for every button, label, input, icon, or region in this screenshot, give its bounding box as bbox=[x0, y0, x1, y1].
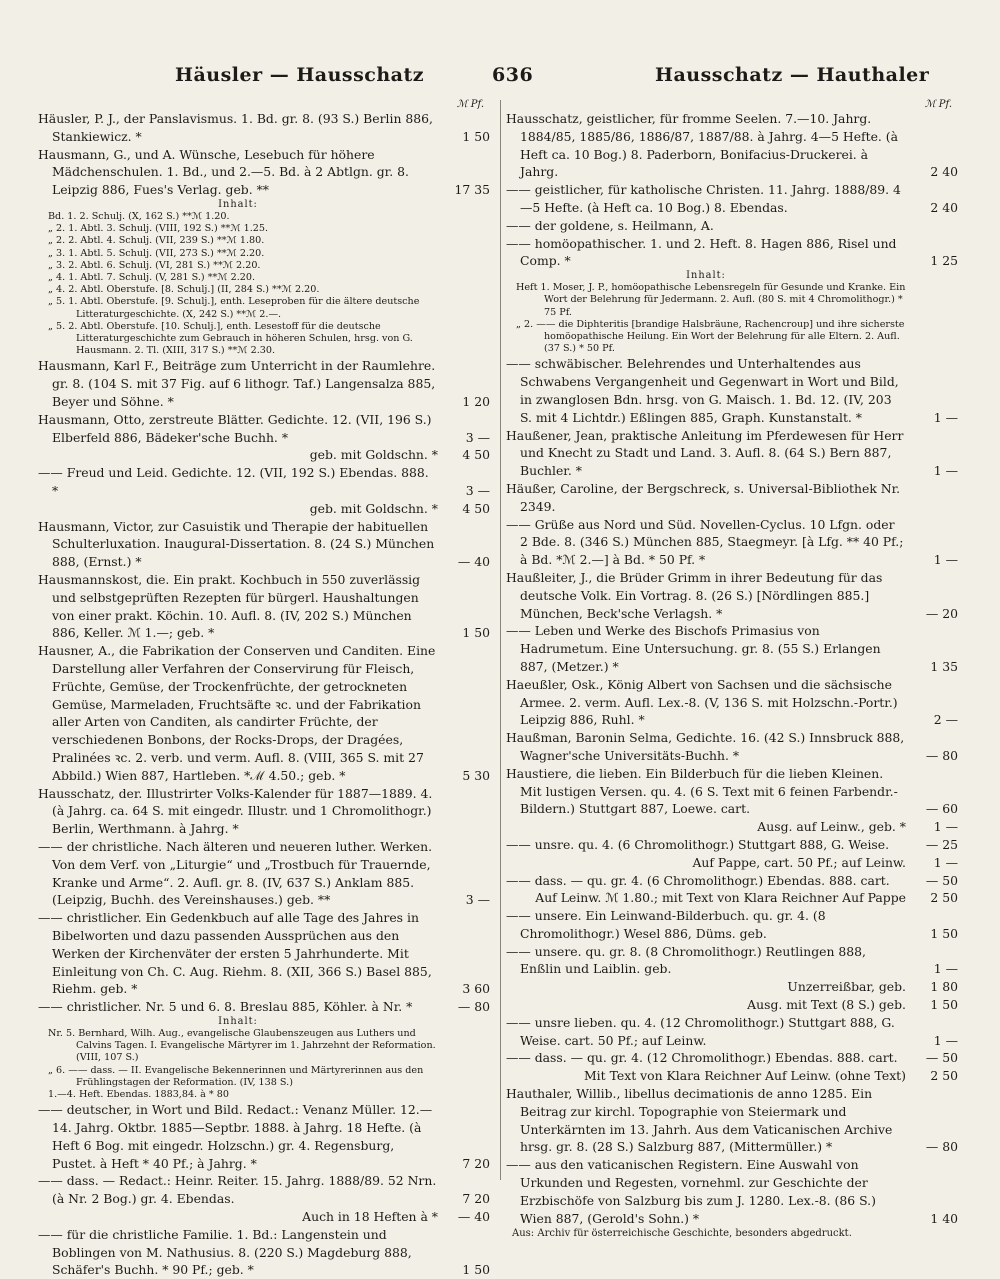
contents-heading: Inhalt: bbox=[218, 1015, 258, 1027]
entry-price: — 80 bbox=[457, 999, 490, 1015]
entry-price: — 20 bbox=[925, 605, 958, 621]
entry-text: Haußman, Baronin Selma, Gedichte. 16. (42 S.) Innsbruck 888, Wagner'sche Universitäts-Buchh. * bbox=[506, 730, 905, 763]
entry-text: Häusler, P. J., der Panslavismus. 1. Bd. gr. 8. (93 S.) Berlin 886, Stankiewicz. * bbox=[38, 111, 433, 144]
edition-variant bbox=[506, 889, 958, 907]
contents-line: „ 2. —— die Diphteritis [brandige Halsbräune, Rachencroup] und ihre sicherste homöopathische Heilung. Ein Wort der Belehrung für alle Eltern. 2. Aufl. (37 S.) * 50 Pf. bbox=[516, 318, 905, 355]
catalog-entry bbox=[506, 1014, 958, 1050]
entry-text: Haeußler, Osk., König Albert von Sachsen und die sächsische Armee. 2. verm. Aufl. Lex.-8. (V, 136 S. mit Holzschn.-Portr.) Leipzig 886, Ruhl. * bbox=[506, 676, 898, 728]
entry-price: — 60 bbox=[925, 801, 958, 817]
catalog-entry bbox=[38, 571, 490, 642]
entry-price: 2 50 bbox=[930, 1068, 958, 1084]
entry-text: —— unsere. Ein Leinwand-Bilderbuch. qu. gr. 4. (8 Chromolithogr.) Wesel 886, Düms. geb. bbox=[506, 908, 826, 941]
entry-price: 1 — bbox=[933, 463, 958, 479]
catalog-entry bbox=[38, 909, 490, 998]
catalog-entry bbox=[506, 235, 958, 271]
entry-text: —— der goldene, s. Heilmann, A. bbox=[506, 217, 714, 233]
catalog-entry bbox=[506, 765, 958, 818]
entry-text: Hauthaler, Willib., libellus decimationis de anno 1285. Ein Beitrag zur kirchl. Topographie von Steiermark und Unterkärnten im 13. Jahrh. Aus dem Vaticanischen Archive hrsg. gr. 8. (28 S.) Salzburg 887, (Mittermüller.) * bbox=[506, 1086, 893, 1155]
entry-text: Haustiere, die lieben. Ein Bilderbuch für die lieben Kleinen. Mit lustigen Versen. qu. 4. (6 S. Text mit 6 feinen Farbendr.-Bildern.) Stuttgart 887, Loewe. cart. bbox=[506, 765, 898, 817]
contents-line: „ 6. —— dass. — II. Evangelische Bekennerinnen und Märtyrerinnen aus den Frühlingstagen der Reformation. (IV, 138 S.) bbox=[48, 1064, 424, 1088]
entry-price: 5 30 bbox=[462, 767, 490, 783]
catalog-entry bbox=[506, 676, 958, 729]
entry-price: — 25 bbox=[925, 836, 958, 852]
left-column bbox=[38, 99, 490, 1278]
entry-text: Haußener, Jean, praktische Anleitung im Pferdewesen für Herr und Knecht zu Stadt und Land. 3. Aufl. 8. (64 S.) Bern 887, Buchler. * bbox=[506, 427, 904, 479]
edition-variant bbox=[506, 818, 958, 836]
edition-variant bbox=[506, 978, 958, 996]
edition-variant bbox=[38, 446, 490, 464]
catalog-entry bbox=[38, 1172, 490, 1208]
entry-text: —— unsre. qu. 4. (6 Chromolithogr.) Stuttgart 888, G. Weise. bbox=[506, 836, 890, 852]
catalog-entry bbox=[38, 1101, 490, 1172]
entry-price: — 40 bbox=[457, 1208, 490, 1224]
right-column bbox=[506, 100, 958, 1260]
entry-text: —— deutscher, in Wort und Bild. Redact.: Venanz Müller. 12.—14. Jahrg. Oktbr. 1885—Septbr. 1888. à Jahrg. 18 Hefte. (à Heft 6 Bog. mit eingedr. Holzschn.) gr. 4. Regensburg, Pustet. à Heft * 40 Pf.; à Jahrg. * bbox=[38, 1102, 433, 1171]
column-divider bbox=[500, 100, 501, 1180]
currency-label: ℳ Pf. bbox=[924, 99, 952, 110]
catalog-entry bbox=[506, 516, 958, 569]
catalog-entry bbox=[506, 1156, 958, 1227]
entry-text: —— dass. — qu. gr. 4. (6 Chromolithogr.) Ebendas. 888. cart. bbox=[506, 872, 890, 888]
entry-price: 2 — bbox=[933, 712, 958, 728]
entry-price: 1 80 bbox=[930, 979, 958, 995]
entry-price: — 50 bbox=[925, 872, 958, 888]
header-right-catchwords: Hausschatz — Hauthaler bbox=[655, 64, 930, 86]
header-left-catchwords: Häusler — Hausschatz bbox=[175, 64, 425, 86]
catalog-entry bbox=[506, 907, 958, 943]
entry-text: —— geistlicher, für katholische Christen. 11. Jahrg. 1888/89. 4—5 Hefte. (à Heft ca. 10 Bog.) 8. Ebendas. bbox=[506, 182, 901, 215]
catalog-entry bbox=[38, 146, 490, 199]
catalog-entry bbox=[38, 464, 490, 500]
entry-text: —— Leben und Werke des Bischofs Primasius von Hadrumetum. Eine Untersuchung. gr. 8. (55 S.) Erlangen 887, (Metzer.) * bbox=[506, 623, 881, 674]
entry-price: 1 — bbox=[933, 854, 958, 870]
entry-text: Hausschatz, geistlicher, für fromme Seelen. 7.—10. Jahrg. 1884/85, 1885/86, 1886/87, 1887/88. à Jahrg. 4—5 Hefte. (à Heft ca. 10 Bog.) 8. Paderborn, Bonifacius-Druckerei. à Jahrg. bbox=[506, 111, 899, 180]
entry-text: —— christlicher. Nr. 5 und 6. 8. Breslau 885, Köhler. à Nr. * bbox=[38, 999, 413, 1015]
entry-text: Auf Leinw. ℳ 1.80.; mit Text von Klara Reichner Auf Pappe bbox=[535, 890, 906, 906]
entry-text: Hausschatz, der. Illustrirter Volks-Kalender für 1887—1889. 4. (à Jahrg. ca. 64 S. mit eingedr. Illustr. und 1 Chromolithogr.) Berlin, Werthmann. à Jahrg. * bbox=[38, 785, 433, 837]
entry-price: 7 20 bbox=[462, 1155, 490, 1171]
entry-text: geb. mit Goldschn. * bbox=[309, 500, 438, 516]
edition-variant bbox=[38, 1208, 490, 1226]
entry-text: Hausmann, Karl F., Beiträge zum Unterricht in der Raumlehre. gr. 8. (104 S. mit 37 Fig. auf 6 lithogr. Taf.) Langensalza 885, Beyer und Söhne. * bbox=[38, 358, 436, 410]
contents-line: „ 4. 2. Abtl. Oberstufe. [8. Schulj.] (II, 284 S.) **ℳ 2.20. bbox=[48, 284, 320, 296]
entry-price: 1 — bbox=[933, 961, 958, 977]
edition-variant bbox=[506, 854, 958, 872]
footnote: Aus: Archiv für österreichische Geschichte, besonders abgedruckt. bbox=[512, 1228, 852, 1240]
entry-price: 3 — bbox=[465, 483, 490, 498]
entry-text: geb. mit Goldschn. * bbox=[309, 447, 438, 463]
entry-price: 1 20 bbox=[462, 394, 490, 410]
entry-price: — 50 bbox=[925, 1050, 958, 1066]
entry-price: 1 50 bbox=[930, 925, 958, 941]
entry-text: —— Freud und Leid. Gedichte. 12. (VII, 192 S.) Ebendas. 888. * bbox=[38, 465, 429, 498]
entry-price: 1 50 bbox=[462, 1262, 490, 1278]
entry-text: Ausg. mit Text (8 S.) geb. bbox=[747, 997, 906, 1013]
entry-price: 3 60 bbox=[462, 981, 490, 997]
catalog-entry bbox=[506, 1085, 958, 1156]
entry-text: —— für die christliche Familie. 1. Bd.: Langenstein und Boblingen von M. Nathusius. 8. (220 S.) Magdeburg 888, Schäfer's Buchh. * 90 Pf.; geb. * bbox=[38, 1226, 412, 1278]
entry-price: 3 — bbox=[465, 429, 490, 445]
contents-line: „ 2. 2. Abtl. 4. Schulj. (VII, 239 S.) **ℳ 1.80. bbox=[48, 235, 265, 247]
entry-text: —— homöopathischer. 1. und 2. Heft. 8. Hagen 886, Risel und Comp. * bbox=[506, 235, 897, 269]
catalog-entry bbox=[38, 357, 490, 410]
catalog-entry bbox=[506, 569, 958, 622]
contents-line: „ 5. 1. Abtl. Oberstufe. [9. Schulj.], enth. Leseproben für die ältere deutsche Litteraturgeschichte. (X, 242 S.) **ℳ 2.—. bbox=[48, 296, 420, 320]
entry-text: Mit Text von Klara Reichner Auf Leinw. (ohne Text) bbox=[584, 1068, 906, 1084]
edition-variant bbox=[38, 500, 490, 518]
entry-text: —— schwäbischer. Belehrendes und Unterhaltendes aus Schwabens Vergangenheit und Gegenwart in Wort und Bild, in zwanglosen Bdn. hrsg. von G. Maisch. 1. Bd. 12. (IV, 203 S. mit 4 Lichtdr.) Eßlingen 885, Graph. Kunstanstalt. * bbox=[506, 356, 899, 425]
entry-text: Hausmannskost, die. Ein prakt. Kochbuch in 550 zuverlässig und selbstgeprüften Rezepten für bürgerl. Haushaltungen von einer prakt. Köchin. 10. Aufl. 8. (IV, 202 S.) München 886, Keller. ℳ 1.—; geb. * bbox=[38, 571, 421, 641]
entry-text: —— unsre lieben. qu. 4. (12 Chromolithogr.) Stuttgart 888, G. Weise. cart. 50 Pf.; auf Leinw. bbox=[506, 1014, 895, 1048]
entry-text: —— christlicher. Ein Gedenkbuch auf alle Tage des Jahres in Bibelworten und dazu passenden Aussprüchen aus den Werken der Kirchenväter der ersten 5 Jahrhunderte. Mit Einleitung von Ch. C. Aug. Riehm. 8. (XII, 366 S.) Basel 885, Riehm. geb. * bbox=[38, 910, 432, 997]
catalog-entry bbox=[506, 872, 958, 890]
entry-price: — 80 bbox=[925, 1139, 958, 1155]
catalog-entry bbox=[38, 785, 490, 838]
entry-price: 17 35 bbox=[454, 182, 490, 198]
entry-text: —— aus den vaticanischen Registern. Eine Auswahl von Urkunden und Regesten, vornehml. zur Geschichte der Erzbischöfe von Salzburg bis zum J. 1280. Lex.-8. (86 S.) Wien 887, (Gerold's Sohn.) * bbox=[506, 1157, 876, 1226]
entry-text: —— dass. — qu. gr. 4. (12 Chromolithogr.) Ebendas. 888. cart. bbox=[506, 1050, 898, 1066]
entry-price: 4 50 bbox=[462, 500, 490, 516]
edition-variant bbox=[506, 1067, 958, 1085]
catalog-entry bbox=[506, 943, 958, 979]
running-header bbox=[40, 64, 960, 94]
entry-price: 3 — bbox=[465, 892, 490, 908]
catalog-entry bbox=[506, 729, 958, 765]
entry-price: 1 — bbox=[933, 1032, 958, 1048]
entry-price: 1 — bbox=[933, 552, 958, 568]
catalog-entry bbox=[38, 1226, 490, 1279]
contents-line: „ 3. 1. Abtl. 5. Schulj. (VII, 273 S.) **ℳ 2.20. bbox=[48, 247, 265, 259]
entry-price: 1 — bbox=[933, 409, 958, 425]
contents-line: „ 4. 1. Abtl. 7. Schulj. (V, 281 S.) **ℳ 2.20. bbox=[48, 272, 256, 283]
catalog-entry bbox=[506, 181, 958, 217]
entry-text: —— der christliche. Nach älteren und neueren luther. Werken. Von dem Verf. von „Liturgie“ und „Trostbuch für Trauernde, Kranke und Arme“. 2. Aufl. gr. 8. (IV, 637 S.) Anklam 885. (Leipzig, Buchh. des Vereinshauses.) geb. ** bbox=[38, 838, 433, 908]
entry-text: Hausmann, G., und A. Wünsche, Lesebuch für höhere Mädchenschulen. 1. Bd., und 2.—5. Bd. à 2 Abtlgn. gr. 8. Leipzig 886, Fues's Verlag. geb. ** bbox=[38, 146, 409, 198]
contents-line: „ 5. 2. Abtl. Oberstufe. [10. Schulj.], enth. Lesestoff für die deutsche Litteraturgeschichte zum Gebrauch in höheren Schulen, hrsg. von G. Hausmann. 2. Tl. (XIII, 317 S.) **ℳ 2.30. bbox=[48, 320, 413, 357]
entry-price: 1 50 bbox=[462, 128, 490, 144]
catalog-entry bbox=[38, 838, 490, 909]
catalog-entry bbox=[38, 110, 490, 146]
entry-text: Hausmann, Victor, zur Casuistik und Therapie der habituellen Schulterluxation. Inaugural-Dissertation. 8. (24 S.) München 888, (Ernst.) * bbox=[38, 518, 435, 570]
entry-price: 2 50 bbox=[930, 890, 958, 906]
catalog-entry bbox=[506, 217, 958, 235]
entry-price: 1 50 bbox=[930, 997, 958, 1013]
entry-text: Häußer, Caroline, der Bergschreck, s. Universal-Bibliothek Nr. 2349. bbox=[506, 480, 901, 514]
entry-price: 7 20 bbox=[462, 1191, 490, 1207]
edition-variant bbox=[506, 996, 958, 1014]
catalog-entry bbox=[506, 110, 958, 181]
catalog-entry bbox=[506, 480, 958, 516]
entry-text: Auch in 18 Heften à * bbox=[302, 1208, 438, 1224]
entry-text: Hausner, A., die Fabrikation der Conserven und Canditen. Eine Darstellung aller Verfahren der Conservirung für Fleisch, Früchte, Gemüse, der Trockenfrüchte, der getrockneten Gemüse, Marmeladen, Fruchtsäfte ꝛc. und der Fabrikation aller Arten von Canditen, als candirter Früchte, der verschiedenen Bonbons, der Rocks-Drops, der Dragées, Pralinées ꝛc. 2. verb. und verm. Aufl. 8. (VIII, 365 S. mit 27 Abbild.) Wien 887, Hartleben. *ℳ 4.50.; geb. * bbox=[38, 643, 436, 783]
entry-text: Hausmann, Otto, zerstreute Blätter. Gedichte. 12. (VII, 196 S.) Elberfeld 886, Bädeker'sche Buchh. * bbox=[38, 411, 432, 445]
entry-price: — 80 bbox=[925, 747, 958, 763]
contents-heading: Inhalt: bbox=[686, 270, 726, 282]
catalog-entry bbox=[506, 355, 958, 426]
entry-price: 1 35 bbox=[930, 658, 958, 674]
catalog-entry bbox=[506, 836, 958, 854]
entry-text: Unzerreißbar, geb. bbox=[787, 979, 906, 995]
catalog-entry bbox=[506, 1049, 958, 1067]
contents-line: „ 3. 2. Abtl. 6. Schulj. (VI, 281 S.) **ℳ 2.20. bbox=[48, 259, 261, 271]
entry-price: 2 40 bbox=[930, 199, 958, 215]
entry-price: — 40 bbox=[457, 554, 490, 570]
entry-price: 1 50 bbox=[462, 625, 490, 641]
contents-line: Nr. 5. Bernhard, Wilh. Aug., evangelische Glaubenszeugen aus Luthers und Calvins Tagen. I. Evangelische Märtyrer im 1. Jahrzehnt der Reformation. (VIII, 107 S.) bbox=[48, 1027, 436, 1064]
catalog-entry bbox=[38, 411, 490, 447]
contents-heading: Inhalt: bbox=[218, 198, 258, 210]
catalog-entry bbox=[506, 622, 958, 675]
entry-text: —— dass. — Redact.: Heinr. Reiter. 15. Jahrg. 1888/89. 52 Nrn. (à Nr. 2 Bog.) gr. 4. Ebendas. bbox=[38, 1173, 437, 1207]
entry-price: 1 40 bbox=[930, 1210, 958, 1226]
entry-text: —— Grüße aus Nord und Süd. Novellen-Cyclus. 10 Lfgn. oder 2 Bde. 8. (346 S.) München 885, Staegmeyr. [à Lfg. ** 40 Pf.; à Bd. *ℳ 2.—] à Bd. * 50 Pf. * bbox=[506, 516, 904, 568]
page-number: 636 bbox=[492, 64, 534, 86]
entry-price: 2 40 bbox=[930, 164, 958, 180]
entry-price: 1 25 bbox=[930, 253, 958, 269]
contents-line: Heft 1. Moser, J. P., homöopathische Lebensregeln für Gesunde und Kranke. Ein Wort der Belehrung für Jedermann. 2. Aufl. (80 S. mit 4 Chromolithogr.) * 75 Pf. bbox=[516, 282, 906, 318]
contents-line: 1.—4. Heft. Ebendas. 1883,84. à * 80 bbox=[48, 1088, 229, 1100]
currency-label: ℳ Pf. bbox=[456, 99, 484, 110]
contents-line: „ 2. 1. Abtl. 3. Schulj. (VIII, 192 S.) **ℳ 1.25. bbox=[48, 223, 269, 235]
entry-text: Ausg. auf Leinw., geb. * bbox=[757, 819, 906, 835]
entry-price: 4 50 bbox=[462, 447, 490, 463]
contents-line: Bd. 1. 2. Schulj. (X, 162 S.) **ℳ 1.20. bbox=[48, 210, 230, 222]
catalog-entry bbox=[38, 998, 490, 1016]
entry-text: Haußleiter, J., die Brüder Grimm in ihrer Bedeutung für das deutsche Volk. Ein Vortrag. 8. (26 S.) [Nördlingen 885.] München, Beck'sche Verlagsh. * bbox=[506, 569, 883, 621]
catalog-entry bbox=[506, 427, 958, 480]
catalog-entry bbox=[38, 642, 490, 784]
catalog-entry bbox=[38, 518, 490, 571]
entry-text: —— unsere. qu. gr. 8. (8 Chromolithogr.) Reutlingen 888, Enßlin und Laiblin. geb. bbox=[506, 943, 866, 977]
entry-text: Auf Pappe, cart. 50 Pf.; auf Leinw. bbox=[692, 854, 906, 870]
entry-price: 1 — bbox=[933, 819, 958, 835]
